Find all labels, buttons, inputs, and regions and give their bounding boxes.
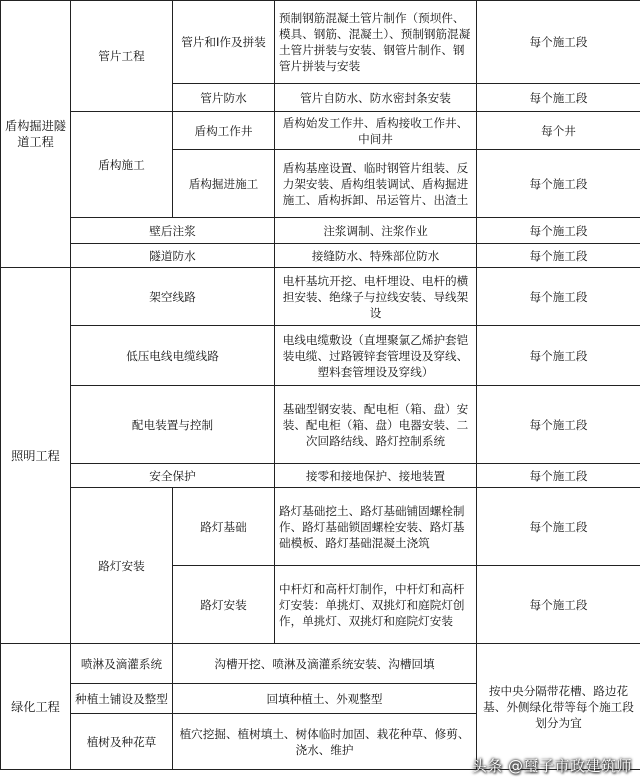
batch-cell: 每个施工段 [477,326,640,386]
table-row [1,112,640,150]
batch-cell: 每个施工段 [477,244,640,268]
table-row [1,326,640,386]
sub-unit-cell: 管片工程 [71,1,173,112]
content-cell: 中杆灯和高杆灯制作，中杆灯和高杆灯安装：单挑灯、双挑灯和庭院灯创作，单挑灯、双挑灯和庭院灯安装 [275,566,477,644]
content-cell: 预制钢筋混凝土管片制作（预坝件、模具、钢筋、混凝土）、预制钢筋混凝土管片拼装与安装、钢管片制作、钢管片拼装与安装 [275,1,477,84]
unit-cell: 照明工程 [1,268,71,644]
content-cell: 沟槽开挖、喷淋及滴灌系统安装、沟槽回填 [173,644,477,684]
sub-unit-cell: 路灯安装 [71,488,173,644]
content-cell: 电杆基坑开挖、电杆埋设、电杆的横担安装、绝缘子与拉线安装、导线架设 [275,268,477,326]
content-cell: 回填种植土、外观整型 [173,684,477,714]
batch-cell: 每个施工段 [477,268,640,326]
table-row [1,464,640,488]
table-row [1,244,640,268]
part-cell: 路灯安装 [173,566,275,644]
part-cell: 盾构工作井 [173,112,275,150]
sub-unit-cell: 植树及种花草 [71,714,173,770]
sub-unit-cell: 盾构施工 [71,112,173,218]
batch-cell: 每个施工段 [477,488,640,566]
sub-unit-cell: 配电装置与控制 [71,386,275,464]
table-row [1,1,640,84]
content-cell: 接缝防水、特殊部位防水 [275,244,477,268]
table-row [1,488,640,566]
sub-unit-cell: 低压电线电缆线路 [71,326,275,386]
batch-cell: 每个井 [477,112,640,150]
content-cell: 路灯基础挖土、路灯基础铺固螺栓制作、路灯基础锁固螺栓安装、路灯基础模板、路灯基础混凝土浇筑 [275,488,477,566]
sub-unit-cell: 安全保护 [71,464,275,488]
table-row [1,218,640,244]
part-cell: 管片防水 [173,84,275,112]
part-cell: 盾构掘进施工 [173,150,275,218]
batch-cell: 每个施工段 [477,566,640,644]
part-cell: 管片和I作及拼装 [173,1,275,84]
unit-cell: 盾构掘进隧道工程 [1,1,71,268]
table-row [1,268,640,326]
content-cell: 盾构始发工作井、盾构接收工作井、中间井 [275,112,477,150]
watermark: 头条 @璽子市政建筑师 [471,757,632,775]
content-cell: 管片自防水、防水密封条安装 [275,84,477,112]
content-cell: 植穴挖掘、植树填土、树体临时加固、栽花种草、修剪、浇水、维护 [173,714,477,770]
batch-cell: 每个施工段 [477,1,640,84]
batch-cell: 每个施工段 [477,218,640,244]
batch-cell: 每个施工段 [477,464,640,488]
batch-cell: 按中央分隔带花槽、路边花基、外侧绿化带等每个施工段划分为宜 [477,644,640,770]
part-cell: 路灯基础 [173,488,275,566]
batch-cell: 每个施工段 [477,84,640,112]
sub-unit-cell: 种植土铺设及整型 [71,684,173,714]
unit-cell: 绿化工程 [1,644,71,770]
batch-cell: 每个施工段 [477,386,640,464]
sub-unit-cell: 喷淋及滴灌系统 [71,644,173,684]
table-row [1,386,640,464]
sub-unit-cell: 架空线路 [71,268,275,326]
content-cell: 基础型钢安装、配电柜（箱、盘）安装、配电柜（箱、盘）电器安装、二次回路结线、路灯控制系统 [275,386,477,464]
content-cell: 接零和接地保护、接地装置 [275,464,477,488]
content-cell: 盾构基座设置、临时钢管片组装、反力架安装、盾构组装调试、盾构掘进施工、盾构拆卸、吊运管片、出渣土 [275,150,477,218]
table-row [1,644,640,684]
sub-unit-cell: 隧道防水 [71,244,275,268]
content-cell: 电线电缆敷设（直埋聚氯乙烯护套铠装电缆、过路镀锌套管埋设及穿线、塑料套管埋设及穿线） [275,326,477,386]
sub-unit-cell: 壁后注浆 [71,218,275,244]
content-cell: 注浆调制、注浆作业 [275,218,477,244]
batch-cell: 每个施工段 [477,150,640,218]
